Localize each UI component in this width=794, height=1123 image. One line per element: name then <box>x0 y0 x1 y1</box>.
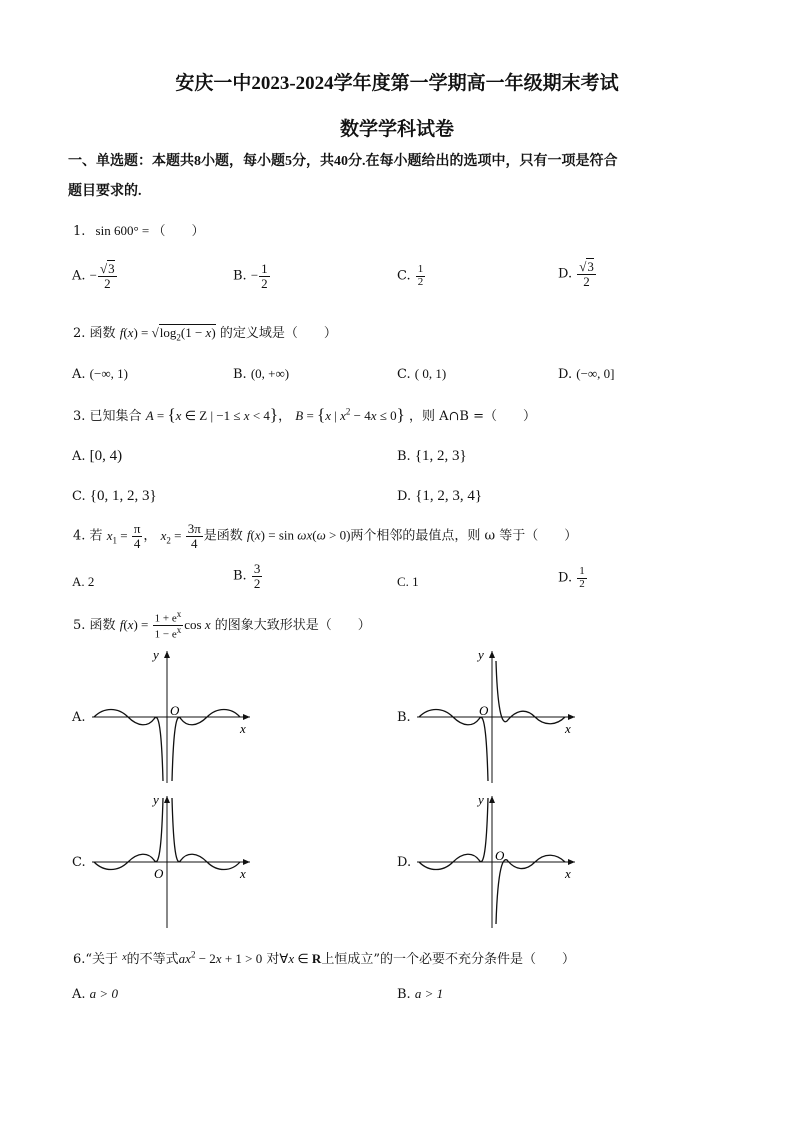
origin-label: O <box>495 848 505 863</box>
q5-graph-d <box>415 790 580 930</box>
q4-option-b: B. $\frac{3}{2}$ <box>233 561 261 591</box>
option-value: (0, +∞) <box>250 366 290 381</box>
option-value: ( 0, 1) <box>414 366 447 381</box>
y-axis-arrow-icon <box>489 651 495 658</box>
x-axis-label: x <box>240 721 246 736</box>
curve-right <box>172 710 240 782</box>
option-label: B. <box>397 987 411 1002</box>
option-label: B. <box>233 268 247 284</box>
question-number: 3. <box>73 409 86 424</box>
question-3: 3. 已知集合 A = {x ∈ Z | −1 ≤ x < 4}， B = {x | $x^2 - 4x \le 0$} ，则 A∩B =（ ） <box>73 405 536 424</box>
question-number: 4. <box>73 528 86 544</box>
question-5: 5. 函数 f(x) = $\frac{1 + e^x}{1 - e^x}$ cos x 的图象大致形状是（ ） <box>73 609 371 641</box>
page-subtitle: 数学学科试卷 <box>339 119 454 140</box>
option-value: {0, 1, 2, 3} <box>89 488 157 504</box>
x-axis-arrow-icon <box>568 859 575 865</box>
curve-left <box>419 710 488 782</box>
question-6: 6.“关于 $^x$的不等式$ax^2 - 2x + 1 > 0$ 对∀x ∈ R上恒成立”的一个必要不充分条件是（ ） <box>73 949 575 967</box>
option-label: C. <box>397 367 411 382</box>
q4-option-a <box>72 574 94 590</box>
option-label: C. 1 <box>397 574 419 589</box>
option-label: D. <box>558 570 573 586</box>
q6-option-b <box>397 986 443 1002</box>
origin-label: O <box>479 703 489 718</box>
x-axis-arrow-icon <box>243 714 250 720</box>
q2-option-b <box>233 366 289 382</box>
q5-graph-a <box>90 645 255 785</box>
question-2: 2. 函数 $f(x) = √\log_2(1 - x)$ 的定义域是（ ） <box>73 325 337 343</box>
section-heading-line2: 题目要求的. <box>68 184 142 199</box>
option-label: C. <box>72 489 86 504</box>
q3-option-b <box>397 448 467 465</box>
option-label: B. <box>233 367 247 382</box>
option-label: B. <box>233 568 247 584</box>
q3-option-a <box>72 448 122 465</box>
curve-right <box>496 661 565 724</box>
question-number: 5. <box>73 618 86 634</box>
q5-graph-c <box>90 790 255 930</box>
option-label: C. <box>397 268 411 284</box>
q6-option-a <box>72 986 118 1002</box>
q5-option-d-label: D. <box>397 855 412 870</box>
question-text-post: 两个相邻的最值点，则 ω 等于（ ） <box>350 528 578 544</box>
question-text-mid1: 的不等式 <box>126 952 179 967</box>
question-number: 6. <box>73 952 86 967</box>
option-value: a > 0 <box>89 986 118 1001</box>
q5-graph-b <box>415 645 580 785</box>
curve-right <box>496 855 565 924</box>
q4-option-c <box>397 574 419 590</box>
option-label: A. <box>72 367 86 382</box>
question-text: sin 600° = （ ） <box>95 223 205 238</box>
question-text-mid: ， <box>278 409 292 424</box>
option-value: [0, 4) <box>89 448 123 464</box>
x-axis-label: x <box>565 866 571 881</box>
y-axis-label: y <box>478 647 484 662</box>
q3-option-c <box>72 488 157 505</box>
question-text-post: 的定义域是（ ） <box>219 326 337 341</box>
question-text-post: 的图象大致形状是（ ） <box>214 618 371 634</box>
q5-option-a-label: A. <box>72 710 86 725</box>
curve-left <box>94 710 163 782</box>
option-label: D. <box>558 266 573 282</box>
option-value: {1, 2, 3, 4} <box>415 488 483 504</box>
question-text-mid3: 上恒成立”的一个必要不充分条件是（ ） <box>321 952 575 967</box>
q4-option-d: D. $\frac{1}{2}$ <box>558 565 585 590</box>
origin-label: O <box>154 866 164 881</box>
option-label: A. <box>72 987 86 1002</box>
x-axis-label: x <box>565 721 571 736</box>
page-title: 安庆一中2023-2024学年度第一学期高一年级期末考试 <box>175 73 619 94</box>
curve-left <box>94 798 163 870</box>
q3-option-d <box>397 488 482 505</box>
question-text-pre: 已知集合 <box>89 409 142 424</box>
question-number: 2. <box>73 326 86 341</box>
question-text-pre: “关于 <box>85 952 119 967</box>
q1-option-c: C. $\frac{1}{2}$ <box>397 263 424 288</box>
question-1 <box>73 220 205 239</box>
curve-left <box>419 798 488 870</box>
question-number: 1. <box>73 224 86 239</box>
question-text-pre: 函数 <box>89 326 116 341</box>
x-axis-arrow-icon <box>568 714 575 720</box>
option-label: A. <box>72 268 86 284</box>
q2-option-d <box>558 366 615 382</box>
question-text-pre: 若 <box>89 528 103 544</box>
question-4: 4. 若 $x_1$ = $\frac{\pi}{4}$ ， $x_2$ = $\frac{3\pi}{4}$ 是函数 f(x) = sin ωx(ω > 0)两个相邻的最值点，则 ω 等于（ ） <box>73 521 578 551</box>
option-label: D. <box>397 489 412 504</box>
y-axis-label: y <box>153 792 159 807</box>
q5-option-b-label: B. <box>397 710 411 725</box>
q2-option-a <box>72 366 128 382</box>
question-text-post: ，则 A∩B =（ ） <box>408 409 536 424</box>
origin-label: O <box>170 703 180 718</box>
x-axis-label: x <box>240 866 246 881</box>
option-label: A. <box>72 449 86 464</box>
option-value: (−∞, 0] <box>576 366 615 381</box>
q1-option-a: A. − $\frac{√3}{2}$ <box>72 261 115 291</box>
curve-right <box>172 798 240 870</box>
section-heading-line1: 一、单选题：本题共8小题，每小题5分，共40分.在每小题给出的选项中，只有一项是符合 <box>68 154 618 169</box>
q2-option-c <box>397 366 446 382</box>
question-text-mid2: 对 <box>266 952 280 967</box>
y-axis-label: y <box>153 647 159 662</box>
option-value: a > 1 <box>414 986 444 1001</box>
option-value: (−∞, 1) <box>89 366 128 381</box>
y-axis-arrow-icon <box>489 796 495 803</box>
q1-option-b: B. − $\frac{1}{2}$ <box>233 261 268 291</box>
x-axis-arrow-icon <box>243 859 250 865</box>
y-axis-label: y <box>478 792 484 807</box>
q5-option-c-label: C. <box>72 855 86 870</box>
question-text-pre: 函数 <box>89 618 116 634</box>
y-axis-arrow-icon <box>164 651 170 658</box>
y-axis-arrow-icon <box>164 796 170 803</box>
option-label: B. <box>397 449 411 464</box>
q1-option-d: D. $\frac{√3}{2}$ <box>558 259 594 289</box>
option-label: A. 2 <box>72 574 95 589</box>
option-value: {1, 2, 3} <box>414 448 467 464</box>
question-text-mid: 是函数 <box>203 528 243 544</box>
option-label: D. <box>558 367 573 382</box>
